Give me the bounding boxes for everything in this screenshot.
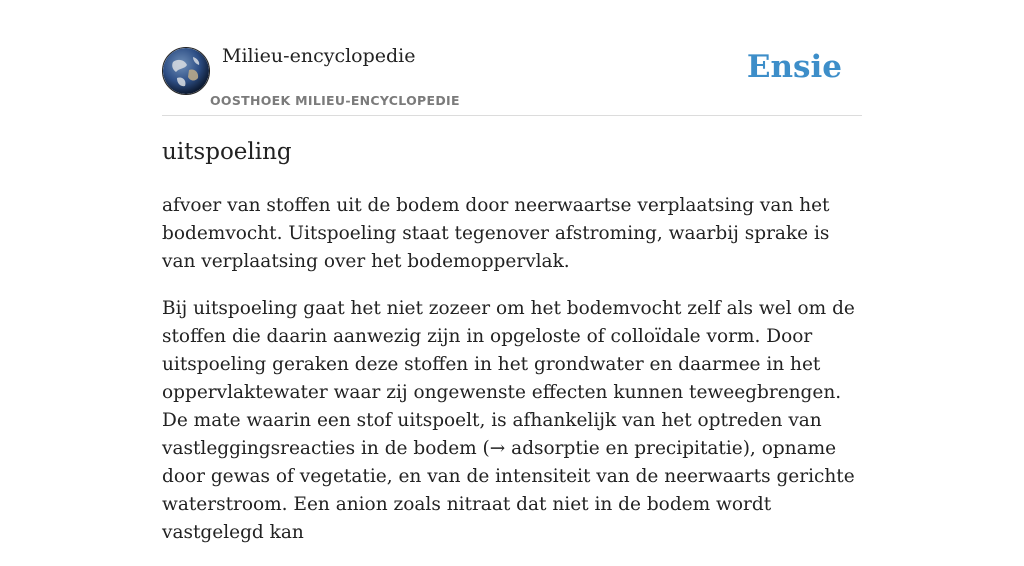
site-name[interactable]: Milieu-encyclopedie <box>222 45 416 67</box>
site-subtitle: OOSTHOEK MILIEU-ENCYCLOPEDIE <box>210 93 460 108</box>
site-header <box>162 0 862 116</box>
adsorptie-precipitatie-link[interactable]: → adsorptie en precipitatie <box>489 438 743 459</box>
page <box>162 0 862 543</box>
paragraph-2-text-start: Bij uitspoeling gaat het niet zozeer om het bodemvocht zelf als wel om de stoffen die daarin aanwezig zijn in opgeloste of colloïdale vorm. Door uitspoeling geraken deze stoffen in het grondwater en daarmee in het oppervlaktewater waar zij ongewenste effecten kunnen teweegbrengen. De mate waarin een stof uitspoelt, is afhankelijk van het optreden van vastleggingsreacties in de bodem ( <box>162 298 855 459</box>
paragraph-1: afvoer van stoffen uit de bodem door neerwaartse verplaatsing van het bodemvocht. Uitspoeling staat tegenover afstroming, waarbij sprake is van verplaatsing over het bodemoppervlak. <box>162 195 830 272</box>
page-title: uitspoeling <box>162 139 292 165</box>
earth-globe-icon[interactable] <box>162 47 210 95</box>
paragraph-2 <box>162 295 862 547</box>
article-body <box>162 192 862 566</box>
paragraph-2-text-end: ), opname door gewas of vegetatie, en van de intensiteit van de neerwaarts gerichte waterstroom. Een anion zoals nitraat dat niet in de bodem wordt vastgelegd kan <box>162 438 855 543</box>
brand-logo[interactable]: Ensie <box>746 49 842 85</box>
